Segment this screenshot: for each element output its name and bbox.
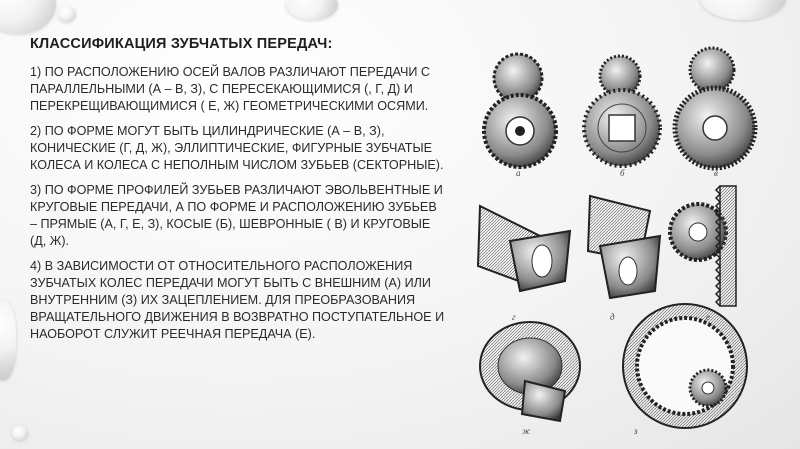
gear-illustrations — [470, 36, 770, 441]
gear-fig-z — [623, 304, 747, 428]
fig-label-a: а — [516, 168, 521, 178]
gear-fig-v — [675, 48, 755, 168]
fig-label-b: б — [620, 168, 625, 178]
slide-title: КЛАССИФИКАЦИЯ ЗУБЧАТЫХ ПЕРЕДАЧ: — [30, 36, 333, 52]
gear-fig-b — [584, 56, 660, 166]
gear-fig-g — [478, 206, 570, 291]
gear-fig-e — [670, 186, 736, 306]
gear-fig-a — [484, 54, 556, 167]
fig-label-v: в — [714, 168, 718, 178]
decor-bubble-right — [700, 0, 786, 20]
gear-fig-d — [588, 196, 660, 298]
decor-bubble-large — [0, 0, 56, 34]
paragraph-profile: 3) ПО ФОРМЕ ПРОФИЛЕЙ ЗУБЬЕВ РАЗЛИЧАЮТ ЭВОЛЬВЕНТНЫЕ И КРУГОВЫЕ ПЕРЕДАЧИ, А ПО ФОРМЕ И РАСПОЛОЖЕНИЮ ЗУБЬЕВ – ПРЯМЫЕ (А, Г, Е, З), КОСЫЕ (Б), ШЕВРОННЫЕ ( В) И КРУГОВЫЕ (Д, Ж). — [30, 183, 443, 248]
fig-label-d: д — [610, 312, 615, 322]
fig-label-z: з — [634, 426, 638, 436]
slide-text-block — [30, 36, 445, 351]
fig-label-zh: ж — [522, 426, 531, 436]
fig-label-g: г — [512, 312, 516, 322]
gear-fig-zh — [480, 322, 580, 421]
decor-bubble-left — [0, 300, 16, 380]
paragraph-axes: 1) ПО РАСПОЛОЖЕНИЮ ОСЕЙ ВАЛОВ РАЗЛИЧАЮТ ПЕРЕДАЧИ С ПАРАЛЛЕЛЬНЫМИ (А – В, З), С ПЕРЕСЕКАЮЩИМИСЯ (, Г, Д) И ПЕРЕКРЕЩИВАЮЩИМИСЯ ( Е, Ж) ГЕОМЕТРИЧЕСКИМИ ОСЯМИ. — [30, 65, 430, 113]
decor-bubble-bottom — [12, 426, 28, 440]
decor-bubble-mid — [286, 0, 338, 20]
decor-bubble-small — [58, 6, 76, 22]
paragraph-meshing: 4) В ЗАВИСИМОСТИ ОТ ОТНОСИТЕЛЬНОГО РАСПОЛОЖЕНИЯ ЗУБЧАТЫХ КОЛЕС ПЕРЕДАЧИ МОГУТ БЫТЬ С ВНЕШНИМ (А) ИЛИ ВНУТРЕННИМ (З) ИХ ЗАЦЕПЛЕНИЕМ. ДЛЯ ПРЕОБРАЗОВАНИЯ ВРАЩАТЕЛЬНОГО ДВИЖЕНИЯ В ВОЗВРАТНО ПОСТУПАТЕЛЬНОЕ И НАОБОРОТ СЛУЖИТ РЕЕЧНАЯ ПЕРЕДАЧА (Е). — [30, 259, 445, 341]
paragraph-shape: 2) ПО ФОРМЕ МОГУТ БЫТЬ ЦИЛИНДРИЧЕСКИЕ (А – В, З), КОНИЧЕСКИЕ (Г, Д, Ж), ЭЛЛИПТИЧЕСКИЕ, ФИГУРНЫЕ ЗУБЧАТЫЕ КОЛЕСА И КОЛЕСА С НЕПОЛНЫМ ЧИСЛОМ ЗУБЬЕВ (СЕКТОРНЫЕ). — [30, 124, 444, 172]
